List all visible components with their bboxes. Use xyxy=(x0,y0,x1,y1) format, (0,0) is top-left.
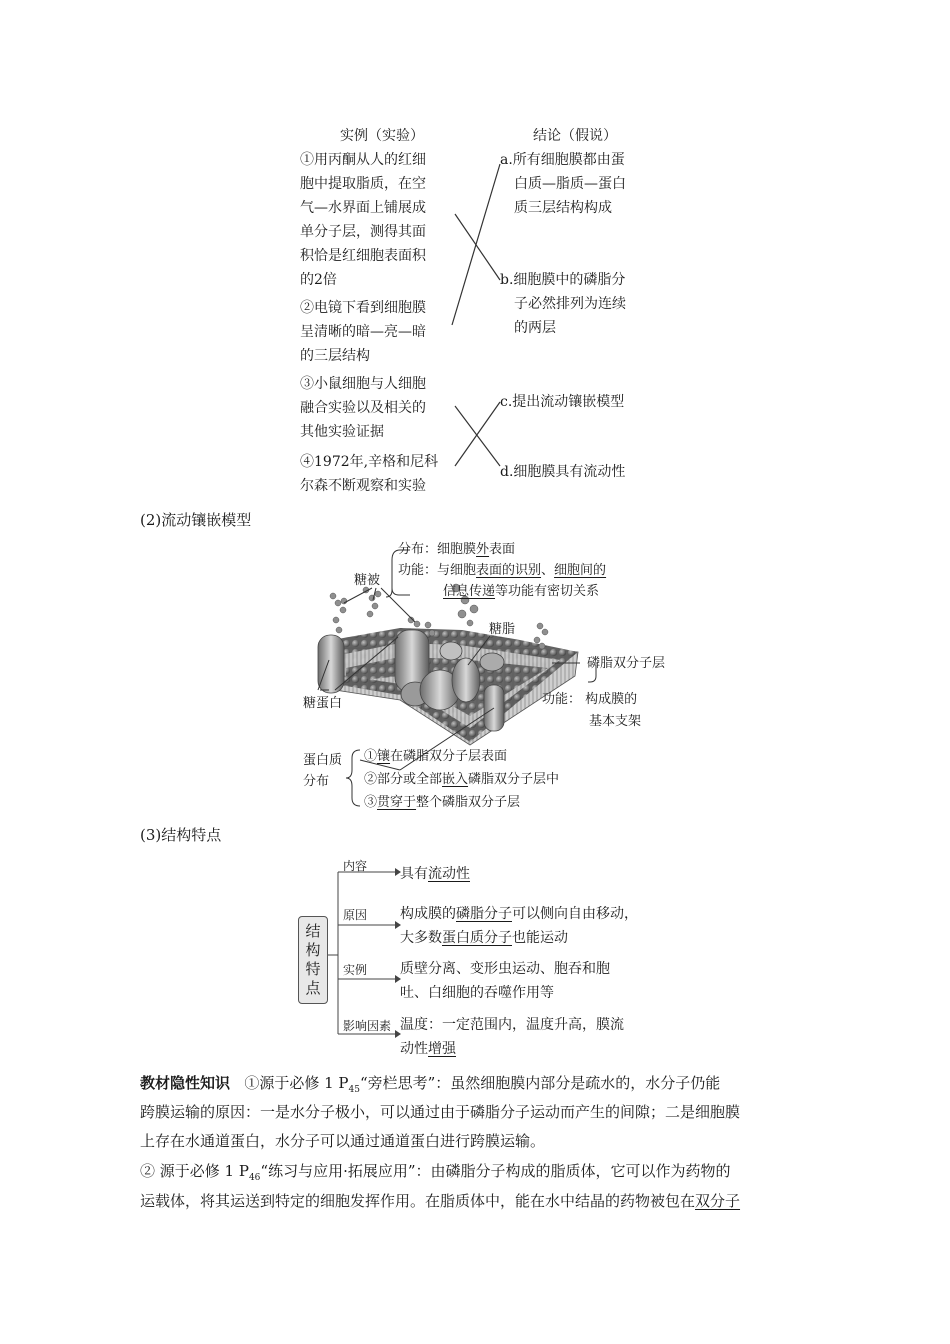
branch-tag: 内容 xyxy=(343,859,368,873)
example-3-line: 其他实验证据 xyxy=(300,424,384,440)
example-3-line: ③小鼠细胞与人细胞 xyxy=(300,376,426,392)
conclusion-b-line: b.细胞膜中的磷脂分 xyxy=(500,272,626,288)
branch-text-line: 动性增强 xyxy=(400,1041,456,1057)
glycocalyx-distribution: 分布：细胞膜外表面 xyxy=(398,542,516,557)
conclusion-a-line: 白质—脂质—蛋白 xyxy=(514,176,626,192)
conclusion-a-line: a.所有细胞膜都由蛋 xyxy=(500,152,625,168)
right-column-header: 结论（假说） xyxy=(533,128,617,144)
branch-text-line: 温度：一定范围内，温度升高，膜流 xyxy=(400,1017,624,1033)
example-1-line: 气—水界面上铺展成 xyxy=(300,200,426,216)
example-3-line: 融合实验以及相关的 xyxy=(300,400,426,416)
hidden-knowledge-line-5: 运载体，将其运送到特定的细胞发挥作用。在脂质体中，能在水中结晶的药物被包在双分子 xyxy=(140,1192,741,1210)
example-1-line: 胞中提取脂质，在空 xyxy=(300,176,426,192)
example-2-line: 的三层结构 xyxy=(300,348,370,364)
hidden-knowledge-line-1: 教材隐性知识 ①源于必修 1 $P_{45}“$旁栏思考”：虽然细胞膜内部分是疏水的，水分子仍能 xyxy=(140,1074,721,1095)
section-2-heading: (2)流动镶嵌模型 xyxy=(140,511,252,529)
hidden-knowledge-line-3: 上存在水通道蛋白，水分子可以通过通道蛋白进行跨膜运输。 xyxy=(140,1132,546,1150)
conclusion-c-line: c.提出流动镶嵌模型 xyxy=(500,394,625,410)
section-3-heading: (3)结构特点 xyxy=(140,826,222,844)
example-4-line: ④1972年,辛格和尼科 xyxy=(300,454,439,470)
protein-distribution-label-line2: 分布 xyxy=(303,774,330,789)
example-1-line: 的2倍 xyxy=(300,272,337,288)
example-1-line: 积恰是红细胞表面积 xyxy=(300,248,426,264)
glycolipid-label: 糖脂 xyxy=(489,622,516,637)
conclusion-a-line: 质三层结构构成 xyxy=(514,200,612,216)
left-column-header: 实例（实验） xyxy=(340,128,424,144)
example-2-line: ②电镜下看到细胞膜 xyxy=(300,300,426,316)
branch-text-line: 大多数蛋白质分子也能运动 xyxy=(400,930,568,946)
branch-text-line: 构成膜的磷脂分子可以侧向自由移动， xyxy=(400,906,638,922)
hidden-knowledge-title: 教材隐性知识 xyxy=(140,1074,231,1092)
conclusion-d-line: d.细胞膜具有流动性 xyxy=(500,464,626,480)
glycocalyx-label: 糖被 xyxy=(354,573,381,588)
distribution-item: ②部分或全部嵌入磷脂双分子层中 xyxy=(364,772,560,787)
glycocalyx-function-line2: 信息传递等功能有密切关系 xyxy=(443,584,600,599)
conclusion-b-line: 子必然排列为连续 xyxy=(514,296,626,312)
branch-tag: 实例 xyxy=(343,963,368,977)
structural-features-box: 结构特点 xyxy=(298,916,328,1004)
bilayer-label: 磷脂双分子层 xyxy=(587,656,666,671)
branch-text-line: 具有流动性 xyxy=(400,866,470,882)
example-1-line: 单分子层，测得其面 xyxy=(300,224,426,240)
protein-distribution-label: 蛋白质 xyxy=(303,753,343,768)
distribution-item: ③贯穿于整个磷脂双分子层 xyxy=(364,795,521,810)
branch-text-line: 质壁分离、变形虫运动、胞吞和胞 xyxy=(400,961,610,977)
branch-tag: 影响因素 xyxy=(343,1019,392,1033)
hidden-knowledge-line-2: 跨膜运输的原因：一是水分子极小，可以通过由于磷脂分子运动而产生的间隙；二是细胞膜 xyxy=(140,1103,741,1121)
branch-text-line: 吐、白细胞的吞噬作用等 xyxy=(400,985,554,1001)
glycoprotein-label: 糖蛋白 xyxy=(303,696,343,711)
conclusion-b-line: 的两层 xyxy=(514,320,556,336)
example-2-line: 呈清晰的暗—亮—暗 xyxy=(300,324,426,340)
bilayer-function-line2: 基本支架 xyxy=(589,714,642,729)
example-1-line: ①用丙酮从人的红细 xyxy=(300,152,426,168)
hidden-knowledge-line-4: ② 源于必修 1 $P_{46}“$练习与应用·拓展应用”：由磷脂分子构成的脂质体，它可以作为药物的 xyxy=(140,1162,731,1183)
example-4-line: 尔森不断观察和实验 xyxy=(300,478,426,494)
distribution-item: ①镶在磷脂双分子层表面 xyxy=(364,749,508,764)
bilayer-function: 功能： 构成膜的 xyxy=(542,692,638,707)
branch-tag: 原因 xyxy=(343,908,368,922)
glycocalyx-function: 功能：与细胞表面的识别、细胞间的 xyxy=(398,563,607,578)
